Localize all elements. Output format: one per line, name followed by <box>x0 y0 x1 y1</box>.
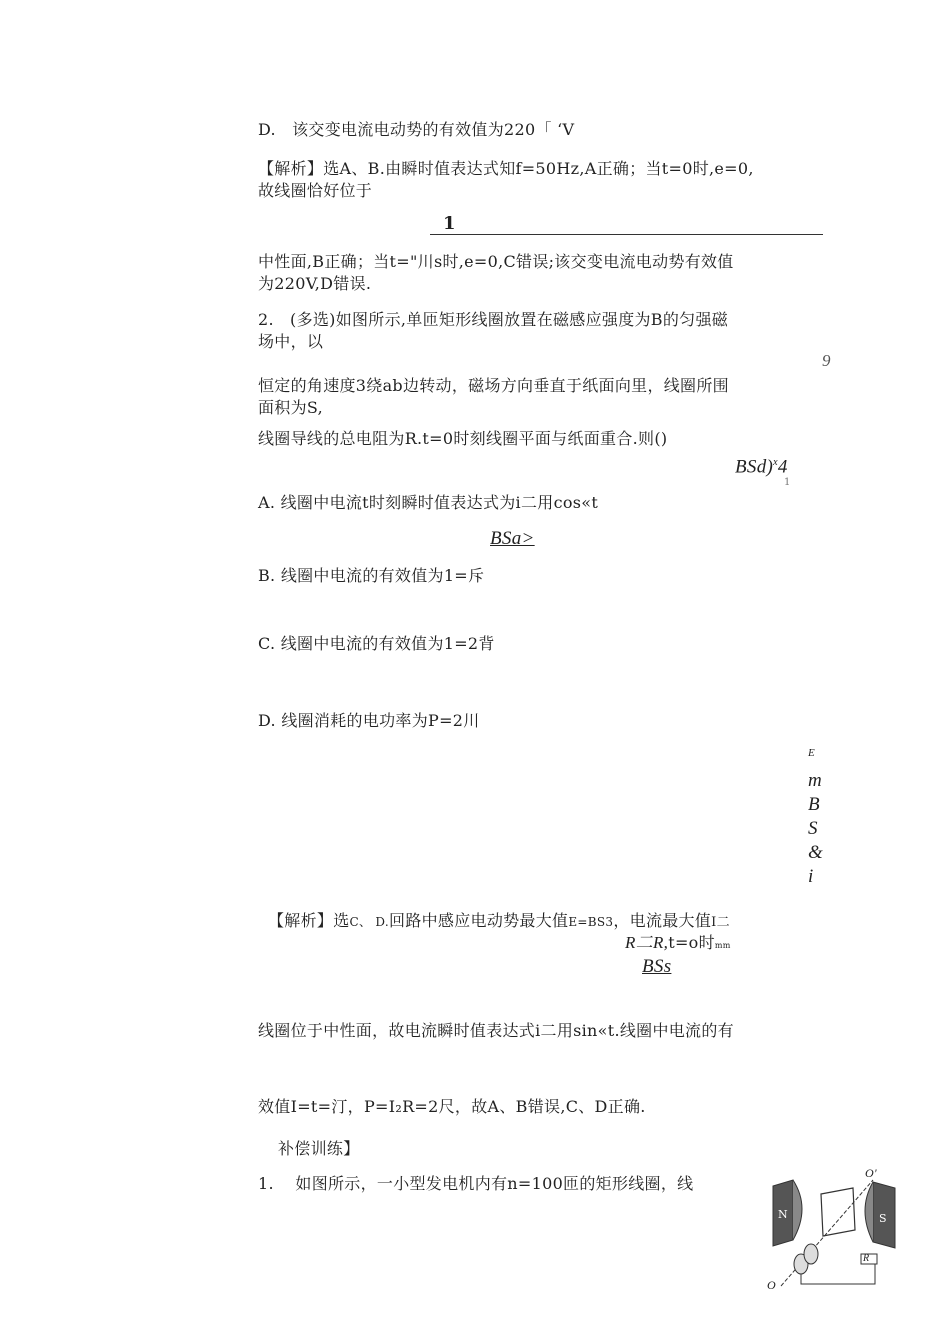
question-2-line-4: 面积为S, <box>258 398 323 417</box>
axis-top-label: O' <box>865 1166 877 1180</box>
option-a: A. 线圈中电流t时刻瞬时值表达式为i二用cos«t <box>258 493 599 512</box>
analysis-1-line-2: 故线圈恰好位于 <box>258 181 373 200</box>
generator-figure <box>765 1168 905 1296</box>
analysis-2-line-2 <box>625 932 731 957</box>
option-d: D. 线圈消耗的电功率为P=2川 <box>258 711 480 730</box>
stray-nine: 9 <box>822 351 831 370</box>
analysis-2-lead: 【解析】选 <box>268 911 350 930</box>
question-2-line-5: 线圈导线的总电阻为R.t=0时刻线圈平面与纸面重合.则() <box>258 429 668 448</box>
vertical-i: i <box>808 866 814 887</box>
vertical-m: m <box>808 770 823 791</box>
analysis-1-line-4: 为220V,D错误. <box>258 274 372 293</box>
analysis-2-line-4: 效值I=t=汀，P=I₂R=2尺，故A、B错误,C、D正确. <box>258 1097 646 1116</box>
analysis-2-choice: C、 D. <box>349 915 390 929</box>
pole-n-label: N <box>778 1208 788 1221</box>
option-b: B. 线圈中电流的有效值为1=斥 <box>258 566 485 585</box>
formula-mm: mm <box>714 941 731 950</box>
analysis-1-line-1: 【解析】选A、B.由瞬时值表达式知f=50Hz,A正确；当t=0时,e=0, <box>258 159 754 178</box>
pole-s-label: S <box>879 1212 887 1225</box>
analysis-1-line-3: 中性面,B正确；当t="川s时,e=0,C错误;该交变电流电动势有效值 <box>258 252 734 271</box>
axis-bottom-label: O <box>767 1278 776 1292</box>
fraction-numerator: 1 <box>443 213 456 234</box>
vertical-amp: & <box>808 842 824 863</box>
compensation-q1: 1. 如图所示，一小型发电机内有n=100匝的矩形线圈，线 <box>258 1174 694 1193</box>
option-c: C. 线圈中电流的有效值为1=2背 <box>258 634 495 653</box>
analysis-2-line-1 <box>268 910 730 934</box>
formula-bss: BSs <box>642 956 672 977</box>
analysis-2-line-3: 线圈位于中性面，故电流瞬时值表达式i二用sin«t.线圈中电流的有 <box>258 1021 734 1040</box>
formula-t0: t=o时 <box>668 933 715 952</box>
vertical-s: S <box>808 818 818 839</box>
formula-bsa: BSa> <box>490 528 535 549</box>
question-2-line-3: 恒定的角速度3绕ab边转动，磁场方向垂直于纸面向里，线圈所围 <box>258 376 729 395</box>
analysis-2-imax: I二 <box>711 915 730 930</box>
analysis-2-emf: E=BS3 <box>568 915 614 929</box>
vertical-e: E <box>808 747 816 759</box>
option-d-line: D. 该交变电流电动势的有效值为220「 ‘V <box>258 120 575 139</box>
analysis-2-text: 回路中感应电动势最大值 <box>389 911 569 930</box>
question-2-line-1: 2. (多选)如图所示,单匝矩形线圈放置在磁感应强度为B的匀强磁 <box>258 310 729 329</box>
formula-bsd <box>735 452 788 478</box>
analysis-2-text-2: ，电流最大值 <box>613 911 712 930</box>
generator-drawing <box>765 1168 905 1296</box>
fraction-rule <box>430 234 823 235</box>
formula-small-1: 1 <box>784 477 791 488</box>
formula-bsd-x: x <box>773 457 778 468</box>
question-2-line-2: 场中，以 <box>258 332 324 351</box>
formula-bsd-text: BSd) <box>735 456 774 478</box>
resistor-label: R <box>863 1253 870 1264</box>
formula-r-eq: R二R, <box>625 933 669 952</box>
compensation-heading: 补偿训练】 <box>278 1139 360 1158</box>
vertical-b: B <box>808 794 820 815</box>
formula-bsd-4: 4 <box>777 456 788 478</box>
